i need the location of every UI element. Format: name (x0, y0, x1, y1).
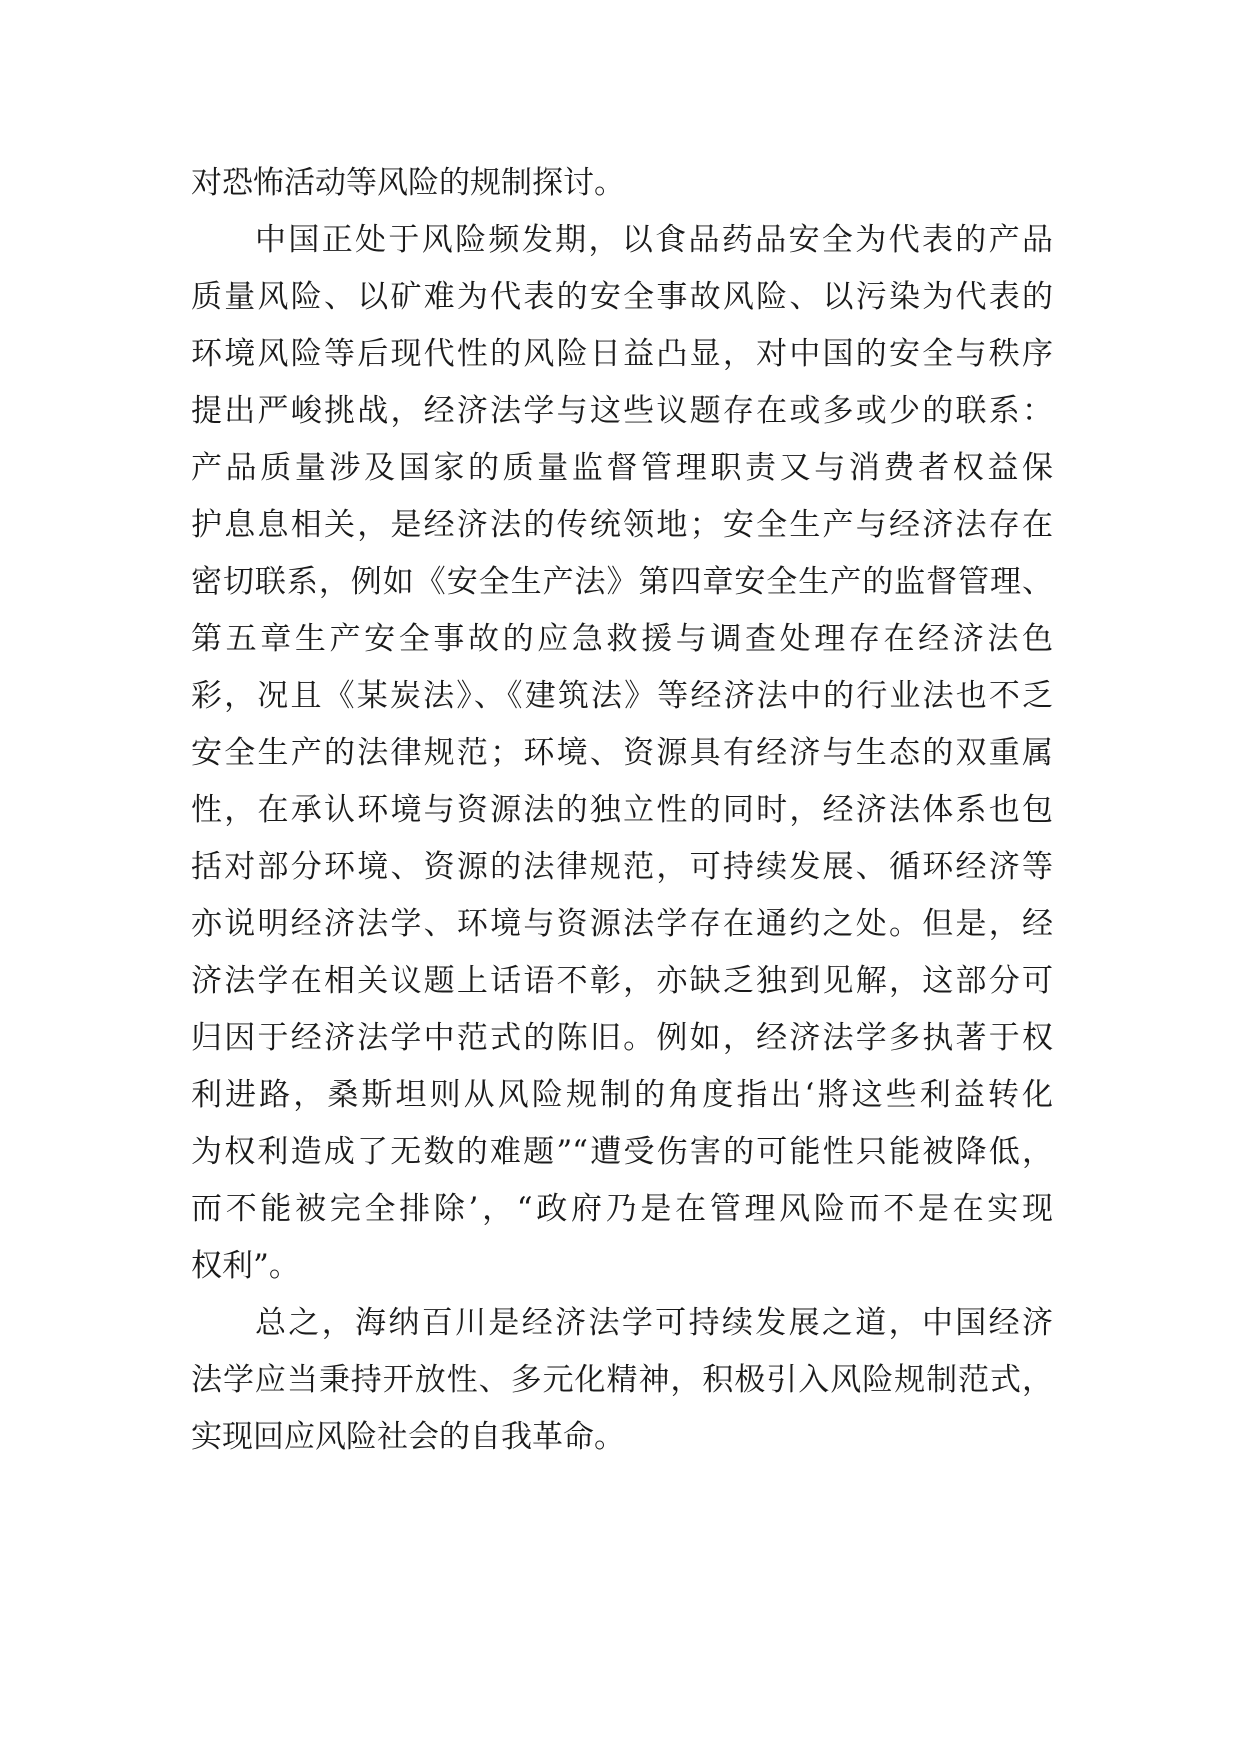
text-line: 密切联系，例如《安全生产法》第四章安全生产的监督管理、 (191, 564, 1053, 600)
text-line: 环境风险等后现代性的风险日益凸显，对中国的安全与秩序 (191, 336, 1053, 372)
text-line: 济法学在相关议题上话语不彰，亦缺乏独到见解，这部分可 (191, 963, 1053, 999)
paragraph-1 (191, 155, 1053, 212)
text-line: 质量风险、以矿难为代表的安全事故风险、以污染为代表的 (191, 279, 1053, 315)
text-line: 归因于经济法学中范式的陈旧。例如，经济法学多执著于权 (191, 1020, 1053, 1056)
body-text (191, 155, 1053, 1466)
text-line: 中国正处于风险频发期，以食品药品安全为代表的产品 (255, 222, 1053, 258)
text-line: 为权利造成了无数的难题”“遭受伤害的可能性只能被降低， (191, 1134, 1053, 1170)
text-line: 亦说明经济法学、环境与资源法学存在通约之处。但是，经 (191, 906, 1053, 942)
text-line: 提出严峻挑战，经济法学与这些议题存在或多或少的联系： (191, 393, 1053, 429)
text-line: 利进路，桑斯坦则从风险规制的角度指出‘將这些利益转化 (191, 1077, 1053, 1113)
text-line: 实现回应风险社会的自我革命。 (191, 1419, 625, 1455)
text-line: 安全生产的法律规范；环境、资源具有经济与生态的双重属 (191, 735, 1053, 771)
text-line: 而不能被完全排除’，“政府乃是在管理风险而不是在实现 (191, 1191, 1053, 1227)
text-line: 对恐怖活动等风险的规制探讨。 (191, 165, 625, 201)
text-line: 权利”。 (191, 1248, 300, 1284)
paragraph-2 (191, 212, 1053, 1295)
text-line: 总之，海纳百川是经济法学可持续发展之道，中国经济 (255, 1305, 1053, 1341)
text-line: 第五章生产安全事故的应急救援与调查处理存在经济法色 (191, 621, 1053, 657)
text-line: 法学应当秉持开放性、多元化精神，积极引入风险规制范式， (191, 1362, 1053, 1398)
text-line: 性，在承认环境与资源法的独立性的同时，经济法体系也包 (191, 792, 1053, 828)
text-line: 产品质量涉及国家的质量监督管理职责又与消费者权益保 (191, 450, 1053, 486)
text-line: 括对部分环境、资源的法律规范，可持续发展、循环经济等 (191, 849, 1053, 885)
text-line: 护息息相关，是经济法的传统领地；安全生产与经济法存在 (191, 507, 1053, 543)
text-line: 彩，况且《某炭法》、《建筑法》等经济法中的行业法也不乏 (191, 678, 1053, 714)
paragraph-3 (191, 1295, 1053, 1466)
